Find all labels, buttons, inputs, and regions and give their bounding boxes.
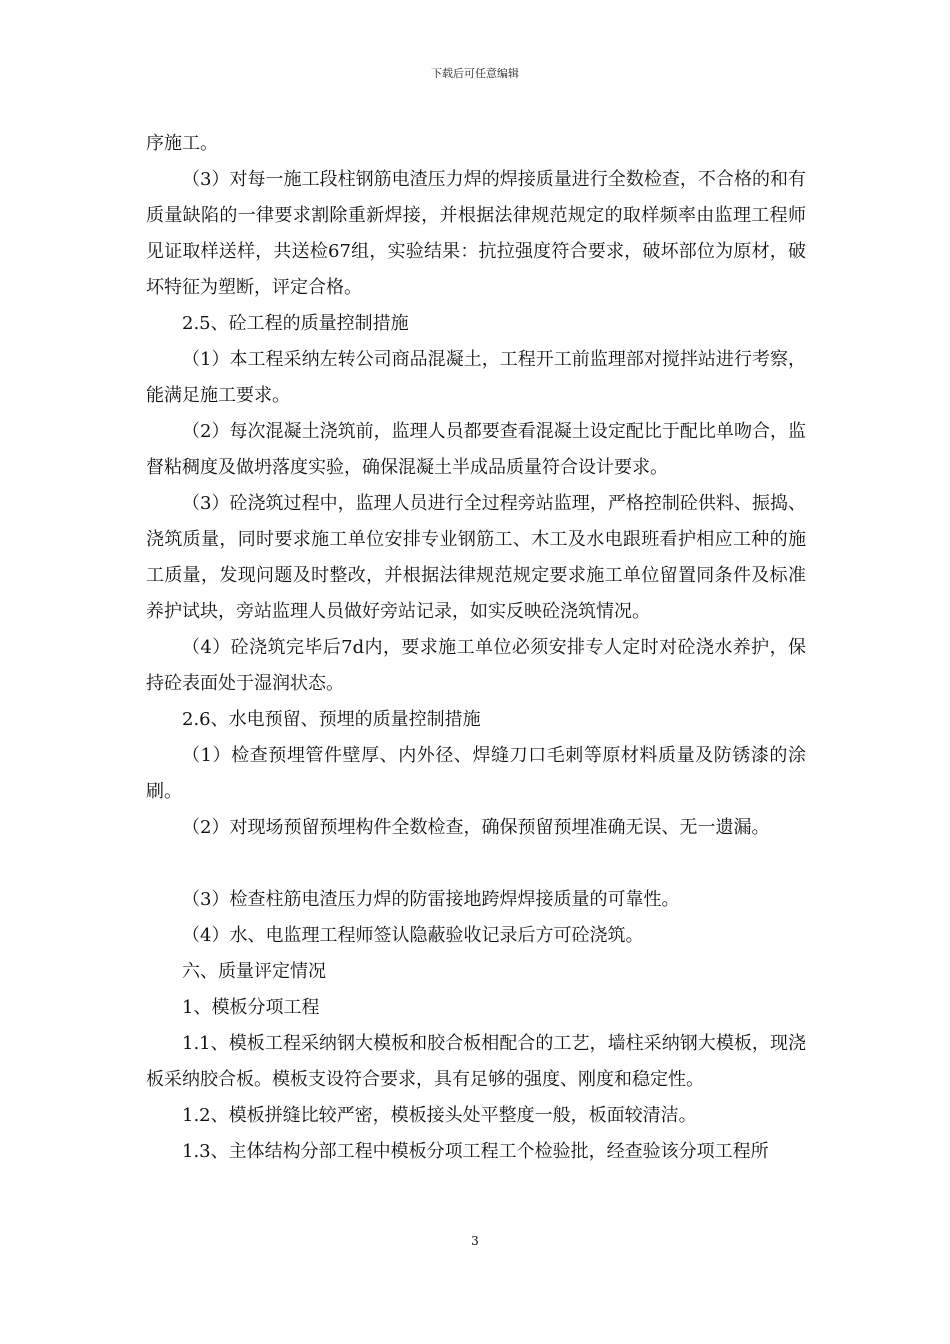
paragraph: 1.2、模板拼缝比较严密，模板接头处平整度一般，板面较清洁。: [182, 1105, 697, 1126]
section-heading: 六、质量评定情况: [182, 961, 326, 982]
paragraph: （2）每次混凝土浇筑前，监理人员都要查看混凝土设定配比于配比单吻合，监督粘稠度及做坍落度实验，确保混凝土半成品质量符合设计要求。: [146, 421, 806, 478]
paragraph: （2）对现场预留预埋构件全数检查，确保预留预埋准确无误、无一遗漏。: [182, 817, 770, 838]
paragraph: （3）对每一施工段柱钢筋电渣压力焊的焊接质量进行全数检查，不合格的和有质量缺陷的一律要求割除重新焊接，并根据法律规范规定的取样频率由监理工程师见证取样送样，共送检67组，实验结果：抗拉强度符合要求，破坏部位为原材，破坏特征为塑断，评定合格。: [146, 169, 806, 298]
paragraph: （1）检查预埋管件壁厚、内外径、焊缝刀口毛刺等原材料质量及防锈漆的涂刷。: [146, 745, 806, 802]
document-body: [146, 126, 806, 1170]
section-heading: 1、模板分项工程: [182, 997, 320, 1018]
paragraph: （4）水、电监理工程师签认隐蔽验收记录后方可砼浇筑。: [182, 925, 644, 946]
section-heading: 2.6、水电预留、预埋的质量控制措施: [182, 709, 481, 730]
paragraph: （3）检查柱筋电渣压力焊的防雷接地跨焊焊接质量的可靠性。: [182, 889, 680, 910]
paragraph: 序施工。: [146, 133, 218, 154]
section-heading: 2.5、砼工程的质量控制措施: [182, 313, 409, 334]
paragraph: （4）砼浇筑完毕后7d内，要求施工单位必须安排专人定时对砼浇水养护，保持砼表面处于湿润状态。: [146, 637, 806, 694]
paragraph: 1.3、主体结构分部工程中模板分项工程工个检验批，经查验该分项工程所: [182, 1141, 769, 1162]
paragraph: （1）本工程采纳左转公司商品混凝土，工程开工前监理部对搅拌站进行考察，能满足施工要求。: [146, 349, 806, 406]
page-number: 3: [471, 1234, 479, 1248]
paragraph: 1.1、模板工程采纳钢大模板和胶合板相配合的工艺，墙柱采纳钢大模板，现浇板采纳胶合板。模板支设符合要求，具有足够的强度、刚度和稳定性。: [146, 1033, 806, 1090]
paragraph: （3）砼浇筑过程中，监理人员进行全过程旁站监理，严格控制砼供料、振捣、浇筑质量，同时要求施工单位安排专业钢筋工、木工及水电跟班看护相应工种的施工质量，发现问题及时整改，并根据法律规范规定要求施工单位留置同条件及标准养护试块，旁站监理人员做好旁站记录，如实反映砼浇筑情况。: [146, 493, 806, 622]
blank-line: [146, 846, 806, 882]
page-header: 下载后可任意编辑: [431, 67, 519, 80]
